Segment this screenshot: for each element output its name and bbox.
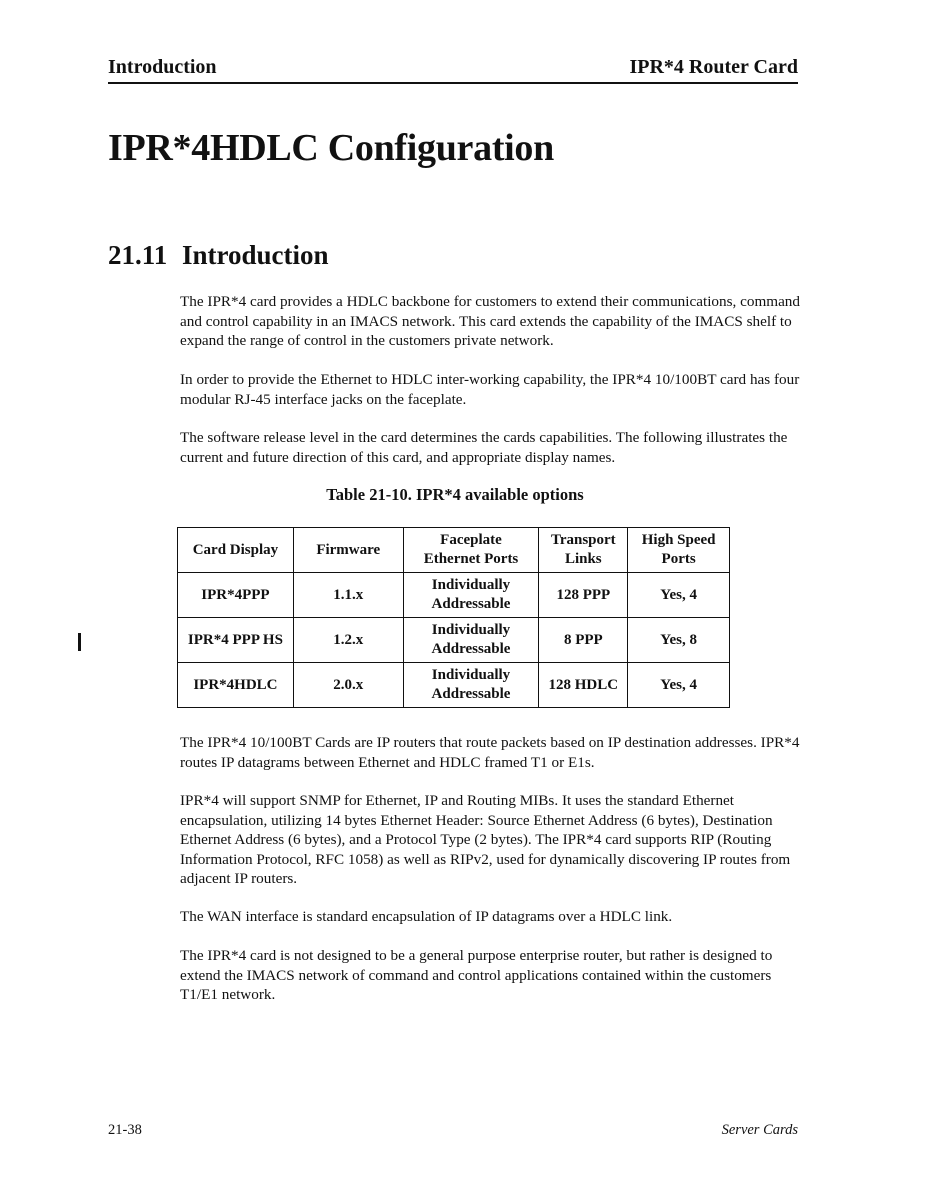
section-number: 21.11 [108,240,168,270]
header-left-title: Introduction [108,56,217,78]
cell-ports [403,573,539,618]
cell-ports-line2: Addressable [431,596,511,612]
cell-firmware: 1.2.x [293,618,403,663]
cell-firmware: 1.1.x [293,573,403,618]
header-transport [539,528,628,573]
cell-transport: 128 PPP [539,573,628,618]
footer-section-name: Server Cards [721,1122,798,1138]
header-card-display: Card Display [178,528,294,573]
cell-highspeed: Yes, 4 [628,573,730,618]
cell-card: IPR*4HDLC [178,663,294,708]
header-transport-line2: Links [564,551,602,567]
header-firmware: Firmware [293,528,403,573]
paragraph-7: The IPR*4 card is not designed to be a general purpose enterprise router, but rather is designed to extend the IMACS network of command and control applications contained within the customers T1/E1 network. [180,947,773,1003]
table-row [178,573,730,618]
cell-ports-line2: Addressable [431,641,511,657]
options-table [177,527,730,708]
paragraph-2: In order to provide the Ethernet to HDLC inter-working capability, the IPR*4 10/100BT card has four modular RJ-45 interface jacks on the faceplate. [180,371,800,408]
header-faceplate [403,528,539,573]
cell-highspeed: Yes, 4 [628,663,730,708]
revision-change-bar [78,633,81,651]
header-faceplate-line2: Ethernet Ports [423,551,519,567]
cell-transport: 8 PPP [539,618,628,663]
cell-highspeed: Yes, 8 [628,618,730,663]
header-highspeed-line2: Ports [661,551,696,567]
table-caption: Table 21-10. IPR*4 available options [326,485,584,504]
cell-card: IPR*4 PPP HS [178,618,294,663]
cell-firmware: 2.0.x [293,663,403,708]
cell-transport: 128 HDLC [539,663,628,708]
header-faceplate-line1: Faceplate [440,532,502,548]
paragraph-6: The WAN interface is standard encapsulation of IP datagrams over a HDLC link. [180,908,673,925]
footer-page-number: 21-38 [108,1122,142,1138]
cell-ports-line1: Individually [431,577,511,593]
paragraph-4: The IPR*4 10/100BT Cards are IP routers that route packets based on IP destination addresses. IPR*4 routes IP datagrams between Ethernet and HDLC framed T1 or E1s. [180,734,800,771]
cell-ports [403,618,539,663]
paragraph-1: The IPR*4 card provides a HDLC backbone for customers to extend their communications, command and control capability in an IMACS network. This card extends the capability of the IMACS shelf to expand the range of control in the customers private network. [180,293,800,349]
cell-card: IPR*4PPP [178,573,294,618]
section-heading [108,240,329,271]
cell-ports-line2: Addressable [431,686,511,702]
section-title: Introduction [182,240,329,270]
table-row [178,663,730,708]
page-title: IPR*4HDLC Configuration [108,127,554,169]
header-highspeed [628,528,730,573]
header-right-title: IPR*4 Router Card [629,56,798,78]
cell-ports [403,663,539,708]
paragraph-5: IPR*4 will support SNMP for Ethernet, IP and Routing MIBs. It uses the standard Ethernet encapsulation, utilizing 14 bytes Ethernet Header: Source Ethernet Address (6 bytes), Destination Ethernet Address (6 bytes), and a Protocol Type (2 bytes). The IPR*4 card supports RIP (Routing Information Protocol, RFC 1058) as well as RIPv2, used for dynamically discovering IP routes from adjacent IP routers. [180,792,791,887]
header-highspeed-line1: High Speed [641,532,716,548]
paragraph-3: The software release level in the card determines the cards capabilities. The following illustrates the current and future direction of this card, and appropriate display names. [180,429,788,466]
table-row [178,618,730,663]
cell-ports-line1: Individually [431,667,511,683]
header-transport-line1: Transport [550,532,616,548]
table-header-row [178,528,730,573]
cell-ports-line1: Individually [431,622,511,638]
running-header [108,56,798,84]
